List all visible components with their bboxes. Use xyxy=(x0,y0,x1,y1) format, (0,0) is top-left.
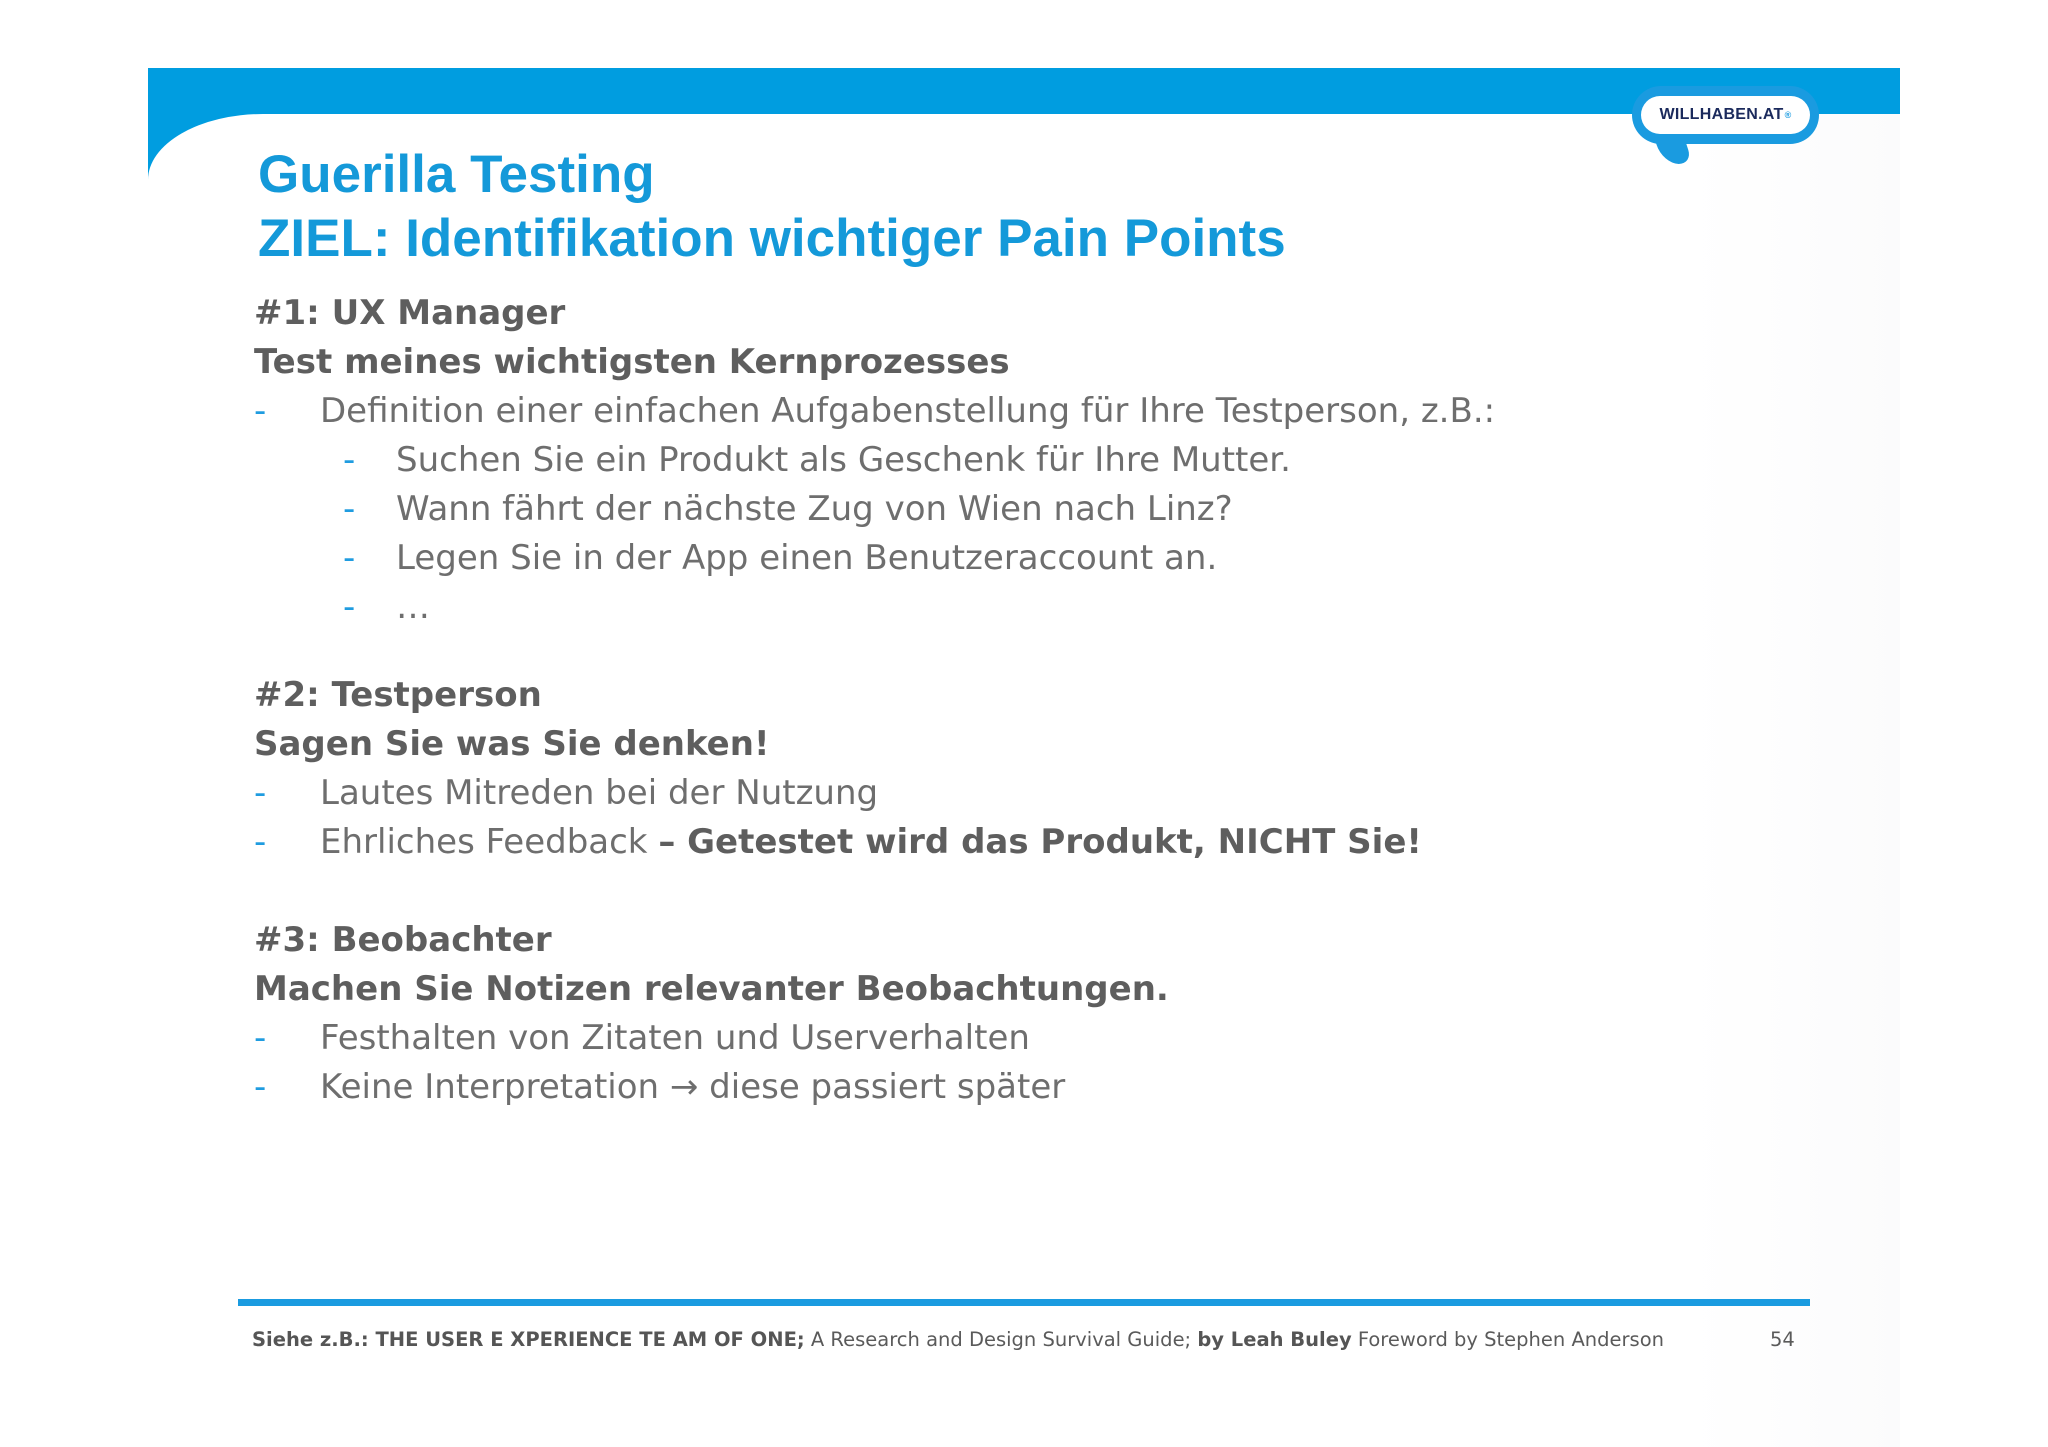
bullet-text-mixed xyxy=(320,818,1422,867)
bullet-emphasis: – Getestet wird das Produkt, NICHT Sie! xyxy=(658,822,1422,862)
bullet-item xyxy=(254,1063,1854,1112)
citation-source: Siehe z.B.: THE USER E XPERIENCE TE AM OF ONE; xyxy=(252,1328,805,1351)
registered-mark: ® xyxy=(1784,110,1792,120)
bullet-item xyxy=(254,818,1854,867)
bullet-text: Lautes Mitreden bei der Nutzung xyxy=(320,773,879,813)
bullet-dash: - xyxy=(343,538,356,578)
logo-text-pill xyxy=(1641,96,1810,134)
bullet-dash: - xyxy=(343,489,356,529)
page-number: 54 xyxy=(1770,1328,1795,1351)
sub-bullet-item xyxy=(254,485,1854,534)
section-beobachter xyxy=(254,916,1854,1112)
bullet-text: Ehrliches Feedback xyxy=(320,822,648,862)
sub-bullet-text: … xyxy=(396,587,430,627)
bullet-text: Definition einer einfachen Aufgabenstellung für Ihre Testperson, z.B.: xyxy=(320,391,1496,431)
logo-text: WILLHABEN.AT xyxy=(1659,106,1784,123)
section-subheading: Test meines wichtigsten Kernprozesses xyxy=(254,342,1010,382)
citation-subtitle: A Research and Design Survival Guide; xyxy=(810,1328,1192,1351)
bullet-item xyxy=(254,1014,1854,1063)
section-heading: #3: Beobachter xyxy=(254,920,552,960)
bullet-item xyxy=(254,769,1854,818)
bullet-text: Keine Interpretation → diese passiert später xyxy=(320,1067,1066,1107)
footer-citation xyxy=(252,1326,1664,1354)
bullet-dash: - xyxy=(343,587,356,627)
bullet-dash: - xyxy=(254,822,267,862)
title-line-2: ZIEL: Identifikation wichtiger Pain Points xyxy=(258,209,1286,268)
bullet-dash: - xyxy=(343,440,356,480)
section-ux-manager xyxy=(254,289,1854,632)
section-heading: #2: Testperson xyxy=(254,675,542,715)
willhaben-logo xyxy=(1632,86,1819,144)
sub-bullet-item xyxy=(254,583,1854,632)
sub-bullet-text: Suchen Sie ein Produkt als Geschenk für Ihre Mutter. xyxy=(396,440,1291,480)
slide-title xyxy=(258,143,1286,271)
section-subheading: Machen Sie Notizen relevanter Beobachtungen. xyxy=(254,969,1169,1009)
section-subheading: Sagen Sie was Sie denken! xyxy=(254,724,770,764)
bullet-dash: - xyxy=(254,1018,267,1058)
footer-rule xyxy=(238,1299,1810,1306)
bullet-dash: - xyxy=(254,391,267,431)
bullet-dash: - xyxy=(254,1067,267,1107)
sub-bullet-text: Legen Sie in der App einen Benutzeraccount an. xyxy=(396,538,1218,578)
section-heading: #1: UX Manager xyxy=(254,293,566,333)
sub-bullet-item xyxy=(254,534,1854,583)
title-line-1: Guerilla Testing xyxy=(258,145,655,204)
section-testperson xyxy=(254,671,1854,867)
sub-bullet-text: Wann fährt der nächste Zug von Wien nach Linz? xyxy=(396,489,1233,529)
bullet-item xyxy=(254,387,1854,436)
sub-bullet-item xyxy=(254,436,1854,485)
citation-author: by Leah Buley xyxy=(1197,1328,1352,1351)
citation-foreword: Foreword by Stephen Anderson xyxy=(1357,1328,1664,1351)
bullet-dash: - xyxy=(254,773,267,813)
bullet-text: Festhalten von Zitaten und Userverhalten xyxy=(320,1018,1030,1058)
